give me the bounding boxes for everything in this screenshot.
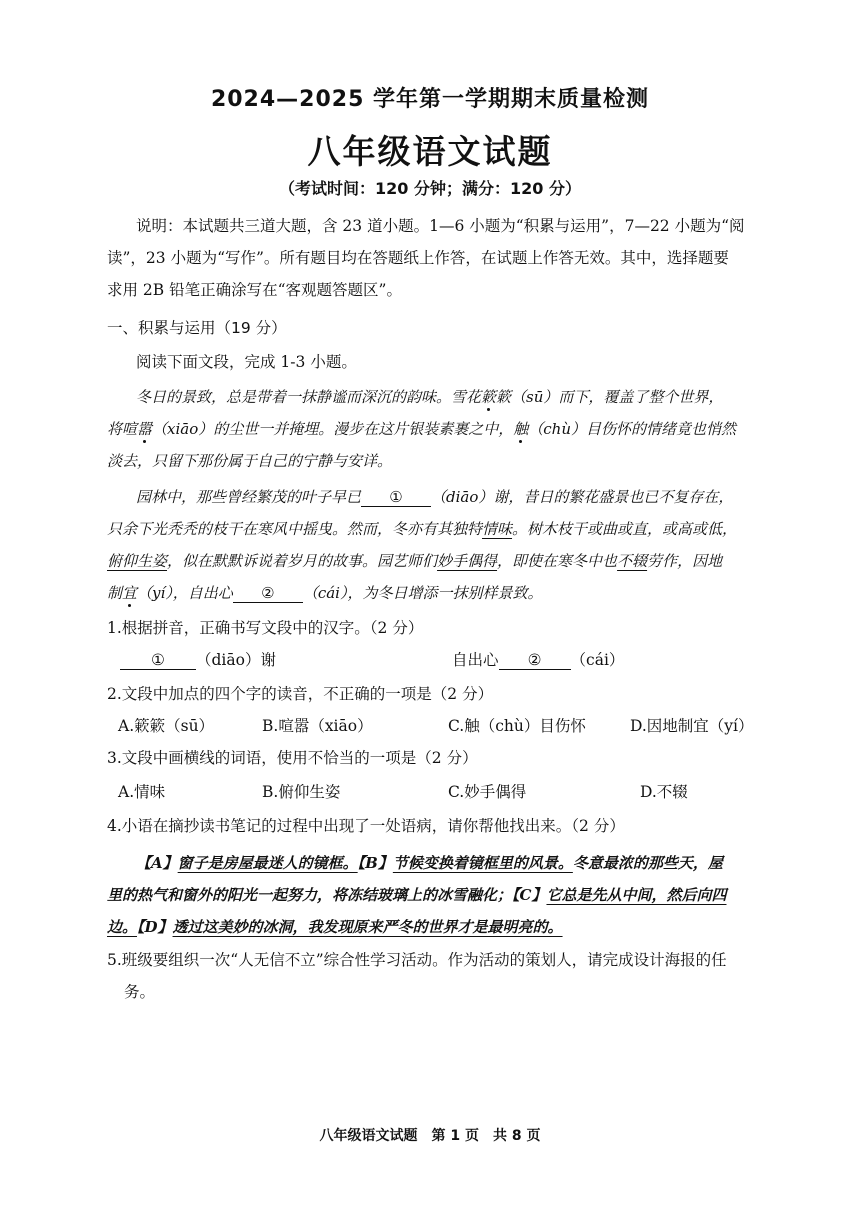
section-1-title: 一、积累与运用（19 分）	[107, 319, 287, 337]
dotted-char: 触	[513, 420, 529, 438]
text-span: 自出心	[452, 651, 499, 669]
passage-line	[107, 518, 737, 539]
text-span: 只余下光秃秃的枝干在寒风中摇曳。然而，冬亦有其独特	[107, 520, 483, 538]
question-4-line	[107, 916, 563, 937]
text-span: 将喧	[107, 420, 138, 438]
reading-intro: 阅读下面文段，完成 1-3 小题。	[136, 353, 357, 371]
passage-line	[107, 418, 736, 439]
text-span: ，似在默默诉说着岁月的故事。园艺师们	[167, 552, 438, 570]
underlined-sentence: 边。	[107, 918, 138, 936]
text-span: （yí），自出心	[137, 584, 233, 602]
label-tag: 【D】	[137, 918, 173, 936]
underlined-word: 情味	[482, 520, 513, 538]
text-span: 簌（sū）而下，覆盖了整个世界，	[496, 388, 724, 406]
passage-line	[136, 486, 733, 507]
passage-line	[136, 386, 723, 407]
answer-blank-2: ②	[499, 651, 571, 670]
question-4-line	[136, 852, 723, 873]
question-5-line-1: 5.班级要组织一次“人无信不立”综合性学习活动。作为活动的策划人，请完成设计海报的任	[107, 951, 727, 969]
underlined-word: 俯仰生姿	[107, 552, 168, 570]
question-2-option-d: D.因地制宜（yí）	[630, 717, 754, 735]
question-5-line-2: 务。	[124, 983, 156, 1001]
label-tag: 【A】	[136, 854, 178, 872]
underlined-sentence: 它总是先从中间，然后向四	[546, 886, 727, 904]
text-span: ，即使在寒冬中也	[497, 552, 618, 570]
instructions-line-1: 说明：本试题共三道大题，含 23 道小题。1—6 小题为“积累与运用”，7—22 小题为“阅	[136, 217, 745, 235]
text-span: 里的热气和窗外的阳光一起努力，将冻结玻璃上的冰雪融化；	[107, 886, 513, 904]
term-title: 2024—2025 学年第一学期期末质量检测	[210, 87, 650, 112]
text-span: （diāo）谢，昔日的繁花盛景也已不复存在，	[431, 488, 734, 506]
question-3-option-b: B.俯仰生姿	[262, 783, 341, 801]
label-tag: 【C】	[512, 886, 547, 904]
passage-line	[107, 550, 722, 571]
text-span: 冬意最浓的那些天，屋	[572, 854, 723, 872]
question-3-option-d: D.不辍	[640, 783, 688, 801]
underlined-sentence: 透过这美妙的冰洞，我发现原来严冬的世界才是最明亮的。	[172, 918, 563, 936]
text-span: 冬日的景致，总是带着一抹静谧而深沉的韵味。雪花	[136, 388, 482, 406]
underlined-word: 不辍	[617, 552, 648, 570]
instructions-line-3: 求用 2B 铅笔正确涂写在“客观题答题区”。	[107, 281, 402, 299]
text-span: （cái）	[570, 651, 625, 669]
underlined-word: 妙手偶得	[437, 552, 498, 570]
text-span: （chù）目伤怀的情绪竟也悄然	[528, 420, 737, 438]
question-1-stem: 1.根据拼音，正确书写文段中的汉字。（2 分）	[107, 619, 424, 637]
text-span: 。树木枝干或曲或直，或高或低，	[512, 520, 738, 538]
underlined-sentence: 窗子是房屋最迷人的镜框。	[177, 854, 358, 872]
passage-line	[107, 582, 542, 603]
exam-info: （考试时间：120 分钟；满分：120 分）	[279, 179, 581, 198]
fill-blank-2: ②	[233, 584, 303, 603]
label-tag: 【B】	[357, 854, 393, 872]
answer-blank-1: ①	[120, 651, 196, 670]
question-2-option-b: B.喧嚣（xiāo）	[262, 717, 373, 735]
question-3-option-a: A.情味	[118, 783, 166, 801]
question-2-stem: 2.文段中加点的四个字的读音，不正确的一项是（2 分）	[107, 685, 494, 703]
underlined-sentence: 节候变换着镜框里的风景。	[392, 854, 573, 872]
question-3-option-c: C.妙手偶得	[448, 783, 527, 801]
page-footer: 八年级语文试题 第 1 页 共 8 页	[319, 1128, 541, 1144]
dotted-char: 嚣	[137, 420, 153, 438]
question-2-option-a: A.簌簌（sū）	[118, 717, 215, 735]
question-1-item-b	[452, 650, 624, 670]
text-span: （xiāo）的尘世一并掩埋。漫步在这片银装素裹之中，	[152, 420, 514, 438]
question-3-stem: 3.文段中画横线的词语，使用不恰当的一项是（2 分）	[107, 749, 478, 767]
fill-blank-1: ①	[361, 488, 431, 507]
text-span: 园林中，那些曾经繁茂的叶子早已	[136, 488, 362, 506]
text-span: 制	[107, 584, 123, 602]
question-4-line	[107, 884, 726, 905]
text-span: （diāo）谢	[196, 651, 276, 669]
dotted-char: 宜	[122, 584, 138, 602]
question-2-option-c: C.触（chù）目伤怀	[448, 717, 586, 735]
passage-line: 淡去，只留下那份属于自己的宁静与安详。	[107, 452, 393, 470]
question-4-stem: 4.小语在摘抄读书笔记的过程中出现了一处语病，请你帮他找出来。（2 分）	[107, 817, 625, 835]
text-span: 劳作，因地	[647, 552, 723, 570]
text-span: （cái），为冬日增添一抹别样景致。	[302, 584, 543, 602]
question-1-item-a	[120, 650, 276, 670]
dotted-char: 簌	[481, 388, 497, 406]
instructions-line-2: 读”，23 小题为“写作”。所有题目均在答题纸上作答，在试题上作答无效。其中，选择题要	[107, 249, 729, 267]
subject-title: 八年级语文试题	[307, 132, 553, 171]
